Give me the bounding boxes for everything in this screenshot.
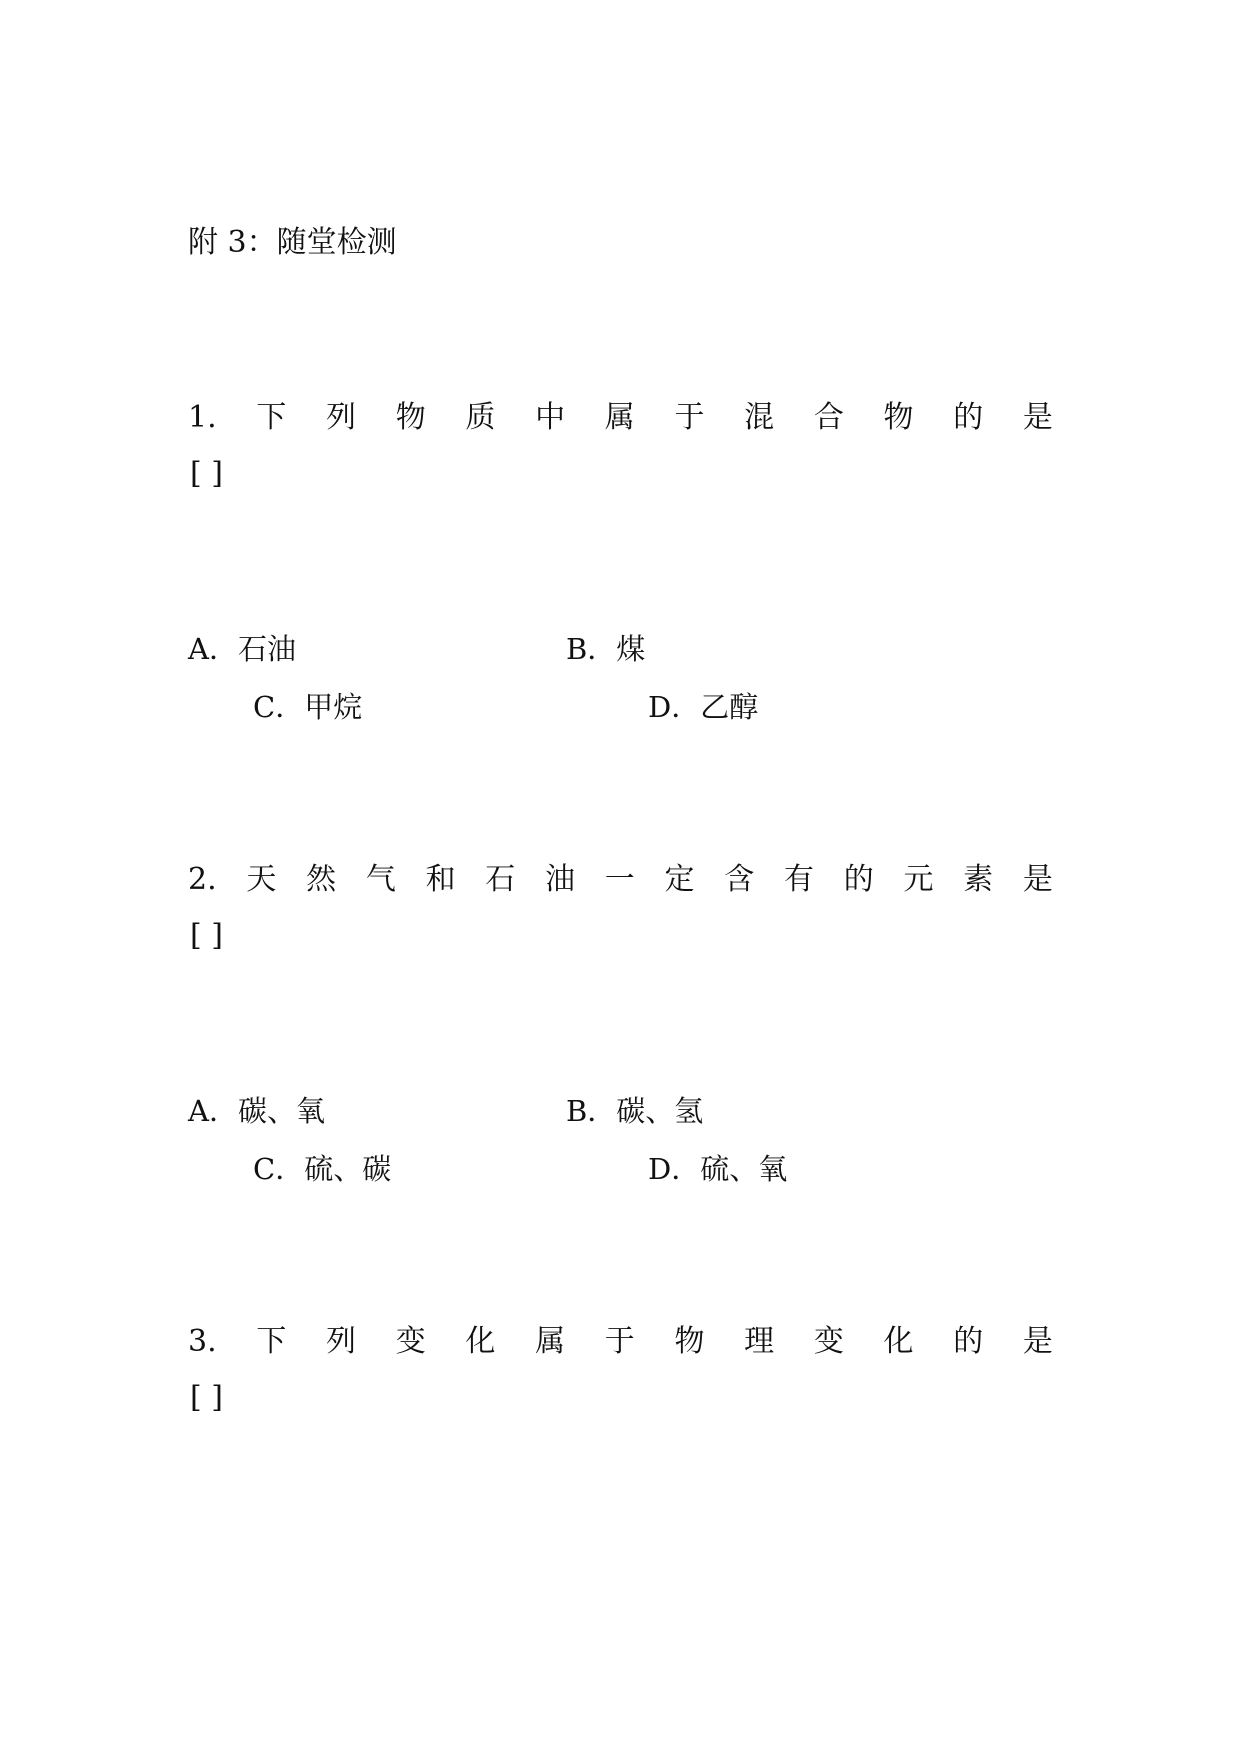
question-number: 1. <box>188 400 217 435</box>
stem-char: 变 <box>395 1324 426 1359</box>
stem-char: 属 <box>535 1324 566 1359</box>
stem-char: 有 <box>783 862 814 897</box>
stem-char: 油 <box>545 862 576 897</box>
stem-char: 变 <box>813 1324 844 1359</box>
stem-char: 气 <box>365 862 396 897</box>
question-2-stem <box>188 862 1053 898</box>
stem-char: 中 <box>535 400 566 435</box>
page-heading: 附 3：随堂检测 <box>188 225 397 260</box>
option-b: B．煤 <box>566 632 646 666</box>
stem-char: 一 <box>604 862 635 897</box>
stem-char: 是 <box>1022 400 1053 435</box>
stem-char: 是 <box>1022 1324 1053 1359</box>
stem-char: 合 <box>813 400 844 435</box>
option-c: C．硫、碳 <box>253 1152 392 1186</box>
stem-char: 和 <box>425 862 456 897</box>
stem-char: 列 <box>326 400 356 435</box>
option-d: D．硫、氧 <box>648 1152 788 1186</box>
stem-char: 理 <box>744 1324 775 1359</box>
stem-char: 物 <box>395 400 426 435</box>
stem-char: 的 <box>953 1324 984 1359</box>
stem-char: 含 <box>724 862 755 897</box>
stem-char: 混 <box>744 400 775 435</box>
stem-char: 化 <box>465 1324 496 1359</box>
answer-bracket: [ ] <box>190 1380 223 1415</box>
question-number: 3. <box>188 1324 217 1359</box>
stem-char: 石 <box>485 862 516 897</box>
answer-bracket: [ ] <box>190 918 223 953</box>
stem-char: 的 <box>953 400 984 435</box>
stem-char: 物 <box>674 1324 705 1359</box>
option-a: A．碳、氧 <box>188 1094 325 1128</box>
stem-char: 是 <box>1022 862 1053 897</box>
question-1-stem <box>188 400 1053 436</box>
stem-char: 天 <box>246 862 277 897</box>
stem-char: 素 <box>963 862 994 897</box>
stem-char: 的 <box>843 862 874 897</box>
stem-char: 质 <box>465 400 496 435</box>
stem-char: 于 <box>604 1324 635 1359</box>
stem-char: 化 <box>883 1324 914 1359</box>
stem-char: 列 <box>326 1324 356 1359</box>
stem-char: 然 <box>306 862 337 897</box>
stem-char: 元 <box>903 862 934 897</box>
option-a: A．石油 <box>188 632 296 666</box>
stem-char: 物 <box>883 400 914 435</box>
stem-char: 下 <box>256 400 287 435</box>
answer-bracket: [ ] <box>190 456 223 491</box>
stem-char: 属 <box>604 400 635 435</box>
question-3-stem <box>188 1324 1053 1360</box>
option-b: B．碳、氢 <box>566 1094 704 1128</box>
stem-char: 于 <box>674 400 705 435</box>
option-d: D．乙醇 <box>648 690 759 724</box>
stem-char: 定 <box>664 862 695 897</box>
option-c: C．甲烷 <box>253 690 363 724</box>
stem-char: 下 <box>256 1324 287 1359</box>
question-number: 2. <box>188 862 217 897</box>
